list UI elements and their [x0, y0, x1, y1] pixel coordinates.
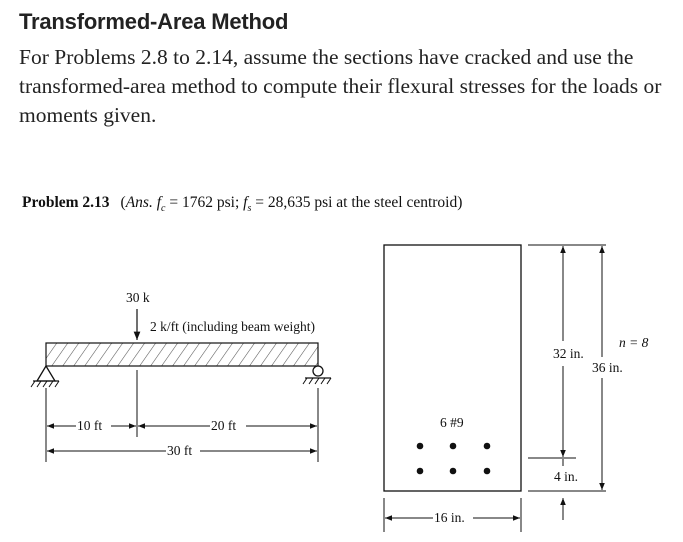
pin-support — [31, 366, 59, 387]
answer-prefix: Ans. — [125, 194, 153, 211]
problem-label: Problem 2.13 — [22, 194, 110, 211]
rebar — [484, 468, 491, 475]
dim-32in-label: 32 in. — [553, 346, 584, 361]
point-load-label: 30 k — [126, 290, 150, 305]
roller-support — [303, 366, 331, 384]
dim-10ft-label: 10 ft — [77, 418, 103, 433]
section-heading: Transformed-Area Method — [19, 9, 289, 34]
fc-subscript: c — [161, 203, 166, 215]
beam-body — [46, 343, 318, 366]
fc-symbol: f — [156, 194, 162, 211]
distributed-load-label: 2 k/ft (including beam weight) — [150, 319, 315, 334]
section-intro: For Problems 2.8 to 2.14, assume the sections have cracked and use the transformed-area method to compute their flexural stresses for the loads or moments given. — [19, 45, 662, 127]
fs-symbol: f — [243, 194, 248, 211]
rebar — [450, 443, 457, 450]
dim-20ft-label: 20 ft — [211, 418, 237, 433]
dim-4in-label: 4 in. — [554, 469, 579, 484]
rebar — [417, 443, 424, 450]
rebar — [484, 443, 491, 450]
rebar — [417, 468, 424, 475]
answer-open: ( — [120, 194, 126, 211]
rebar — [450, 468, 457, 475]
cross-section — [384, 245, 649, 532]
fs-value: = 28,635 psi at the steel centroid) — [251, 194, 463, 211]
fc-value: = 1762 psi; — [165, 194, 244, 211]
modular-ratio-label: n = 8 — [619, 335, 649, 350]
bars-label: 6 #9 — [440, 415, 464, 430]
dim-36in-label: 36 in. — [592, 360, 623, 375]
section-outline — [384, 245, 521, 491]
beam-diagram — [31, 290, 331, 462]
dim-16in-label: 16 in. — [434, 510, 465, 525]
dim-30ft-label: 30 ft — [167, 443, 193, 458]
fs-subscript: s — [247, 203, 252, 215]
